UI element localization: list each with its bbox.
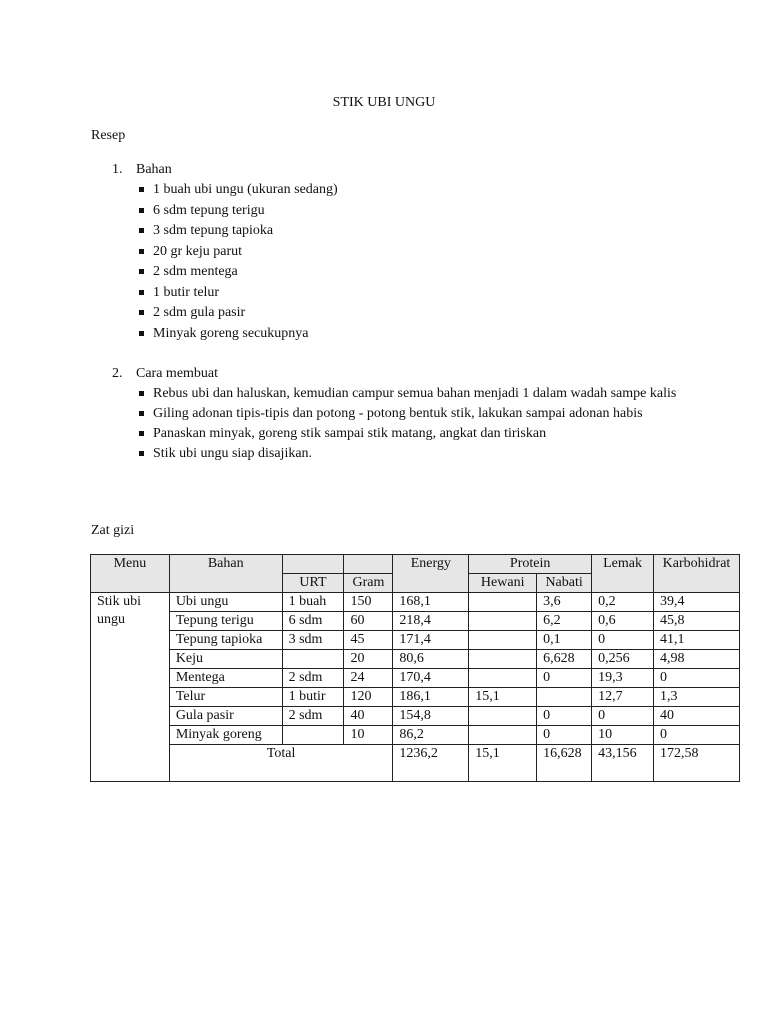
cell-karbo: 0 <box>653 669 739 688</box>
table-row <box>91 726 740 745</box>
cell-nabati <box>537 688 592 707</box>
bullet-icon <box>139 451 144 456</box>
cara-number: 2. <box>112 366 123 381</box>
table-subheader-row <box>91 574 740 593</box>
cell-nabati: 0 <box>537 726 592 745</box>
list-item: 2 sdm gula pasir <box>112 303 678 324</box>
table-row <box>91 669 740 688</box>
bullet-icon <box>139 411 144 416</box>
cell-bahan: Ubi ungu <box>169 593 282 612</box>
cell-gram: 20 <box>344 650 393 669</box>
cell-bahan: Telur <box>169 688 282 707</box>
cell-karbo: 0 <box>653 726 739 745</box>
bullet-icon <box>139 310 144 315</box>
cell-urt: 3 sdm <box>282 631 344 650</box>
header-hewani: Hewani <box>469 574 537 593</box>
header-blank <box>282 555 344 574</box>
cell-hewani <box>469 612 537 631</box>
cell-nabati: 6,2 <box>537 612 592 631</box>
list-item: 6 sdm tepung terigu <box>112 201 678 222</box>
cell-energy: 168,1 <box>393 593 469 612</box>
cell-nabati: 0,1 <box>537 631 592 650</box>
cell-lemak: 10 <box>592 726 654 745</box>
bahan-section <box>112 160 678 344</box>
bullet-icon <box>139 269 144 274</box>
cell-bahan: Mentega <box>169 669 282 688</box>
cell-karbo: 4,98 <box>653 650 739 669</box>
cell-gram: 24 <box>344 669 393 688</box>
cell-karbo: 41,1 <box>653 631 739 650</box>
cell-nabati: 3,6 <box>537 593 592 612</box>
cell-energy: 186,1 <box>393 688 469 707</box>
bullet-icon <box>139 431 144 436</box>
cell-hewani: 15,1 <box>469 688 537 707</box>
list-item: Stik ubi ungu siap disajikan. <box>112 444 678 464</box>
table-total-row <box>91 745 740 782</box>
cell-gram: 40 <box>344 707 393 726</box>
menu-cell: Stik ubi ungu <box>91 593 170 782</box>
list-item: Rebus ubi dan haluskan, kemudian campur semua bahan menjadi 1 dalam wadah sampe kalis <box>112 384 678 404</box>
cell-hewani <box>469 726 537 745</box>
header-karbo-cont <box>653 574 739 593</box>
bahan-number: 1. <box>112 162 123 177</box>
table-row <box>91 688 740 707</box>
cell-lemak: 0,256 <box>592 650 654 669</box>
cell-nabati: 0 <box>537 669 592 688</box>
header-bahan: Bahan <box>169 555 282 574</box>
bullet-icon <box>139 331 144 336</box>
cell-gram: 45 <box>344 631 393 650</box>
cell-hewani <box>469 631 537 650</box>
total-label: Total <box>169 745 393 782</box>
cell-lemak: 0,6 <box>592 612 654 631</box>
total-hewani: 15,1 <box>469 745 537 782</box>
table-row <box>91 612 740 631</box>
list-item: 1 buah ubi ungu (ukuran sedang) <box>112 180 678 201</box>
cell-karbo: 40 <box>653 707 739 726</box>
header-bahan-cont <box>169 574 282 593</box>
cell-lemak: 0 <box>592 707 654 726</box>
bahan-list <box>112 180 678 344</box>
cell-lemak: 0 <box>592 631 654 650</box>
header-gram: Gram <box>344 574 393 593</box>
table-row <box>91 707 740 726</box>
list-item: 2 sdm mentega <box>112 262 678 283</box>
cell-lemak: 0,2 <box>592 593 654 612</box>
cell-hewani <box>469 707 537 726</box>
cell-urt <box>282 726 344 745</box>
total-energy: 1236,2 <box>393 745 469 782</box>
cell-karbo: 39,4 <box>653 593 739 612</box>
cell-urt: 1 buah <box>282 593 344 612</box>
cell-urt: 2 sdm <box>282 669 344 688</box>
header-menu: Menu <box>91 555 170 574</box>
bullet-icon <box>139 208 144 213</box>
list-item: 1 butir telur <box>112 283 678 304</box>
nutrition-table <box>90 554 740 782</box>
cell-lemak: 12,7 <box>592 688 654 707</box>
cell-energy: 86,2 <box>393 726 469 745</box>
total-karbo: 172,58 <box>653 745 739 782</box>
list-item: 20 gr keju parut <box>112 242 678 263</box>
cell-bahan: Minyak goreng <box>169 726 282 745</box>
list-item: Giling adonan tipis-tipis dan potong - potong bentuk stik, lakukan sampai adonan habis <box>112 404 678 424</box>
cell-energy: 80,6 <box>393 650 469 669</box>
page-title: STIK UBI UNGU <box>332 95 436 110</box>
cell-bahan: Keju <box>169 650 282 669</box>
header-karbo: Karbohidrat <box>653 555 739 574</box>
cell-energy: 170,4 <box>393 669 469 688</box>
cell-urt: 1 butir <box>282 688 344 707</box>
bullet-icon <box>139 187 144 192</box>
cell-karbo: 1,3 <box>653 688 739 707</box>
total-nabati: 16,628 <box>537 745 592 782</box>
cell-energy: 218,4 <box>393 612 469 631</box>
cell-bahan: Gula pasir <box>169 707 282 726</box>
header-blank <box>344 555 393 574</box>
cell-hewani <box>469 669 537 688</box>
cell-nabati: 6,628 <box>537 650 592 669</box>
cell-gram: 120 <box>344 688 393 707</box>
table-row <box>91 650 740 669</box>
cell-gram: 10 <box>344 726 393 745</box>
cara-heading: Cara membuat <box>136 366 219 381</box>
header-energy-cont <box>393 574 469 593</box>
header-menu-cont <box>91 574 170 593</box>
header-nabati: Nabati <box>537 574 592 593</box>
cell-gram: 150 <box>344 593 393 612</box>
header-urt: URT <box>282 574 344 593</box>
cell-bahan: Tepung terigu <box>169 612 282 631</box>
cell-urt: 6 sdm <box>282 612 344 631</box>
header-lemak: Lemak <box>592 555 654 574</box>
cell-gram: 60 <box>344 612 393 631</box>
cara-section <box>112 364 678 464</box>
table-row <box>91 593 740 612</box>
bahan-heading: Bahan <box>136 162 172 177</box>
zat-gizi-label: Zat gizi <box>91 523 135 538</box>
resep-label: Resep <box>91 128 126 143</box>
bullet-icon <box>139 290 144 295</box>
table-row <box>91 631 740 650</box>
header-lemak-cont <box>592 574 654 593</box>
bullet-icon <box>139 391 144 396</box>
cell-lemak: 19,3 <box>592 669 654 688</box>
header-energy: Energy <box>393 555 469 574</box>
cell-energy: 154,8 <box>393 707 469 726</box>
header-protein: Protein <box>469 555 592 574</box>
cell-urt <box>282 650 344 669</box>
cell-urt: 2 sdm <box>282 707 344 726</box>
cell-energy: 171,4 <box>393 631 469 650</box>
bullet-icon <box>139 228 144 233</box>
cell-nabati: 0 <box>537 707 592 726</box>
cell-hewani <box>469 650 537 669</box>
cell-bahan: Tepung tapioka <box>169 631 282 650</box>
bullet-icon <box>139 249 144 254</box>
total-lemak: 43,156 <box>592 745 654 782</box>
list-item: Panaskan minyak, goreng stik sampai stik matang, angkat dan tiriskan <box>112 424 678 444</box>
list-item: Minyak goreng secukupnya <box>112 324 678 345</box>
cell-hewani <box>469 593 537 612</box>
cara-list <box>112 384 678 464</box>
list-item: 3 sdm tepung tapioka <box>112 221 678 242</box>
cell-karbo: 45,8 <box>653 612 739 631</box>
table-header-row <box>91 555 740 574</box>
